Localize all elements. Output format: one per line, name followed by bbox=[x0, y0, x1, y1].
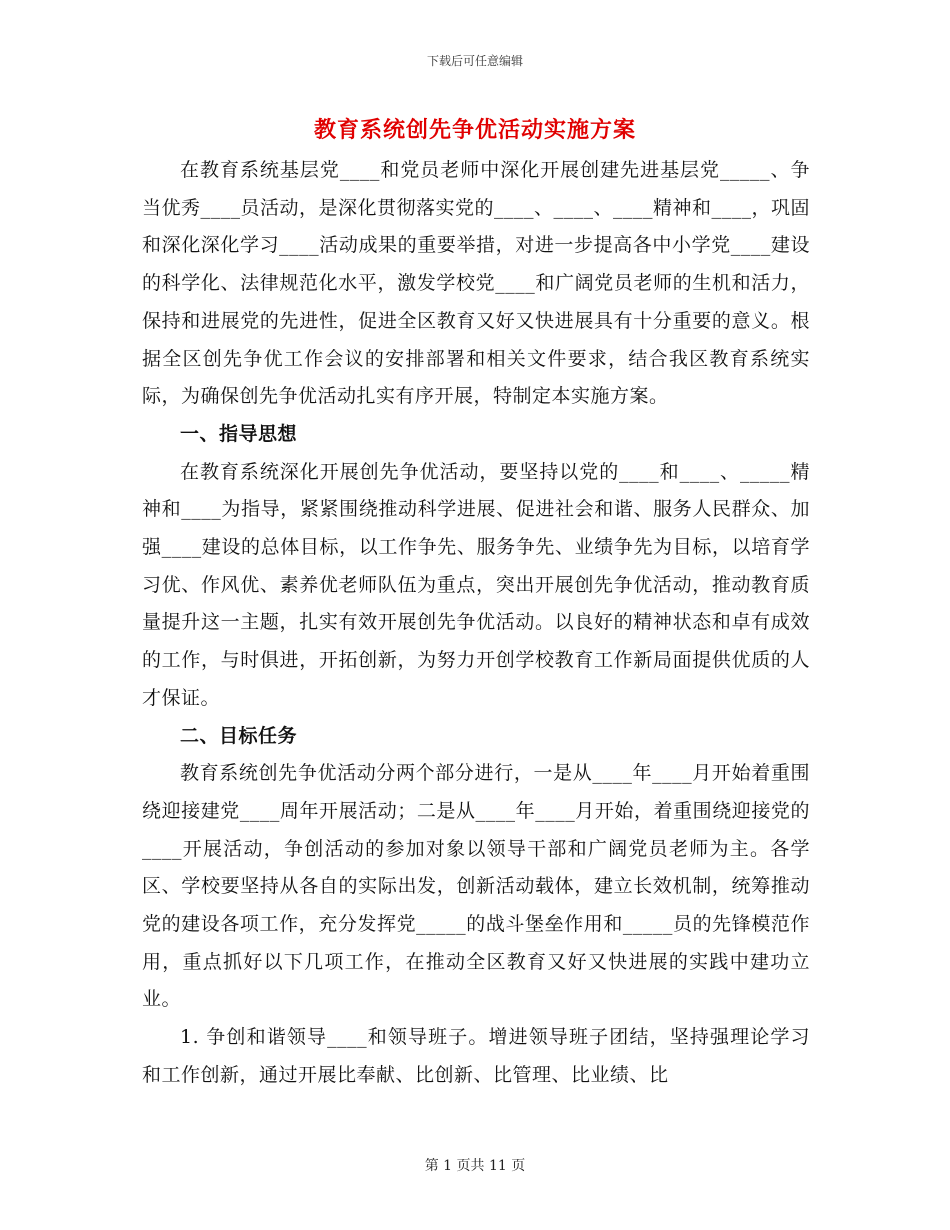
page-footer: 第 1 页共 11 页 bbox=[424, 1158, 526, 1174]
section-paragraph-goals-tasks: 教育系统创先争优活动分两个部分进行，一是从____年____月开始着重围绕迎接建党____周年开展活动；二是从____年____月开始，着重围绕迎接党的____开展活动，争创活动的参加对象以领导干部和广阔党员老师为主。各学区、学校要坚持从各自的实际出发，创新活动载体，建立长效机制，统筹推动党的建设各项工作，充分发挥党_____的战斗堡垒作用和_____员的先锋模范作用，重点抓好以下几项工作，在推动全区教育又好又快进展的实践中建功立业。 bbox=[142, 762, 810, 1011]
list-item-1: 1. 争创和谐领导____和领导班子。增进领导班子团结，坚持强理论学习和工作创新，通过开展比奉献、比创新、比管理、比业绩、比 bbox=[142, 1026, 810, 1086]
section-heading-guiding-ideology: 一、指导思想 bbox=[180, 422, 298, 445]
header-note: 下载后可任意编辑 bbox=[426, 54, 523, 68]
intro-paragraph: 在教育系统基层党____和党员老师中深化开展创建先进基层党_____、争当优秀____员活动，是深化贯彻落实党的____、____、____精神和____，巩固和深化深化学习____活动成果的重要举措，对进一步提高各中小学党____建设的科学化、法律规范化水平，激发学校党____和广阔党员老师的生机和活力，保持和进展党的先进性，促进全区教育又好又快进展具有十分重要的意义。根据全区创先争优工作会议的安排部署和相关文件要求，结合我区教育系统实际，为确保创先争优活动扎实有序开展，特制定本实施方案。 bbox=[142, 159, 811, 408]
section-paragraph-guiding-ideology: 在教育系统深化开展创先争优活动，要坚持以党的____和____、_____精神和____为指导，紧紧围绕推动科学进展、促进社会和谐、服务人民群众、加强____建设的总体目标，以工作争先、服务争先、业绩争先为目标，以培育学习优、作风优、素养优老师队伍为重点，突出开展创先争优活动，推动教育质量提升这一主题，扎实有效开展创先争优活动。以良好的精神状态和卓有成效的工作，与时俱进，开拓创新，为努力开创学校教育工作新局面提供优质的人才保证。 bbox=[142, 460, 810, 709]
document-body bbox=[142, 152, 810, 1095]
document-title: 教育系统创先争优活动实施方案 bbox=[313, 117, 636, 143]
section-heading-goals-tasks: 二、目标任务 bbox=[180, 724, 298, 747]
